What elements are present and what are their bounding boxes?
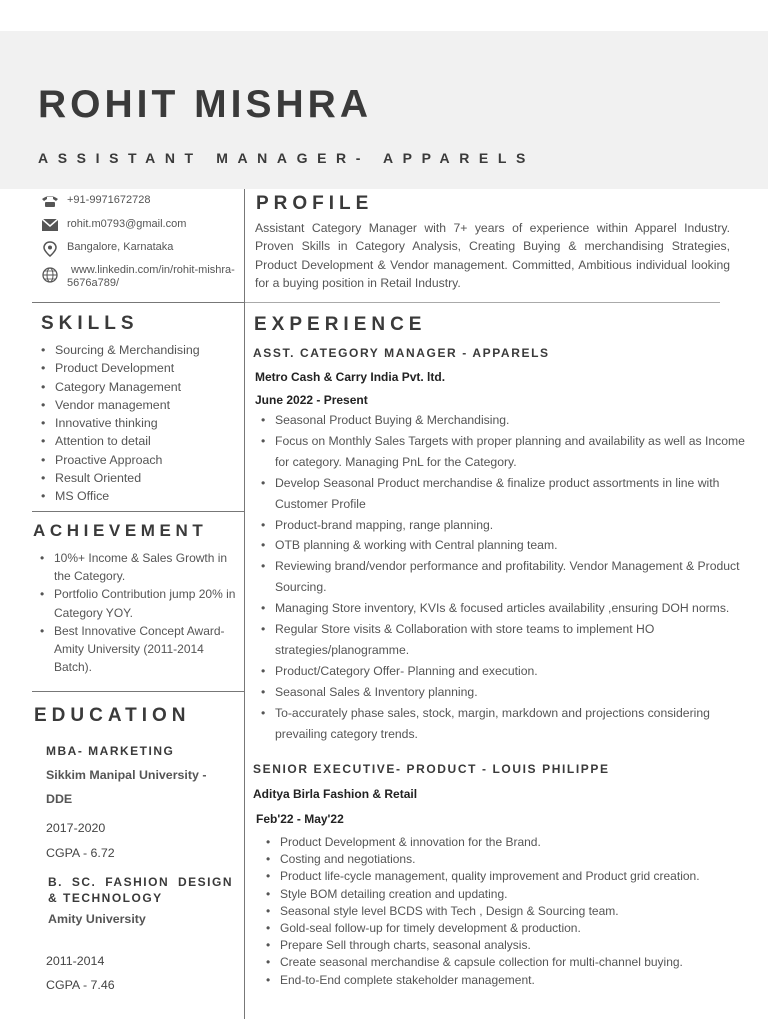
job-dates: June 2022 - Present xyxy=(255,393,368,407)
job-bullet: • Product/Category Offer- Planning and execution. xyxy=(275,661,755,682)
globe-icon xyxy=(40,267,60,281)
achievement-item: • Portfolio Contribution jump 20% in Category YOY. xyxy=(54,585,239,621)
skill-item: • Product Development xyxy=(55,359,240,377)
skill-item: • Result Oriented xyxy=(55,469,240,487)
education-degree: B. SC. FASHION DESIGN & TECHNOLOGY xyxy=(48,875,233,905)
skill-item: • Innovative thinking xyxy=(55,414,240,432)
job-bullet: • Product Development & innovation for the Brand. xyxy=(280,834,730,851)
candidate-title: ASSISTANT MANAGER- APPARELS xyxy=(38,150,535,166)
divider-profile xyxy=(245,302,720,303)
education-heading: EDUCATION xyxy=(34,705,191,726)
skill-item: • Category Management xyxy=(55,378,240,396)
skill-item: • Vendor management xyxy=(55,396,240,414)
achievement-item: • Best Innovative Concept Award-Amity University (2011-2014 Batch). xyxy=(54,622,239,677)
job-bullet: • Develop Seasonal Product merchandise & finalize product assortments in line with Customer Profile xyxy=(275,473,755,515)
skill-item: • Proactive Approach xyxy=(55,451,240,469)
job-bullet: • Reviewing brand/vendor performance and profitability. Vendor Management & Product Sourcing. xyxy=(275,556,755,598)
linkedin-text[interactable]: www.linkedin.com/in/rohit-mishra-5676a789/ xyxy=(67,264,235,289)
achievement-heading: ACHIEVEMENT xyxy=(33,521,208,540)
job-bullet: • End-to-End complete stakeholder management. xyxy=(280,972,730,989)
job-bullet: • Managing Store inventory, KVIs & focused articles availability ,ensuring DOH norms. xyxy=(275,598,755,619)
job-dates: Feb'22 - May'22 xyxy=(256,812,344,826)
job-bullet: • Prepare Sell through charts, seasonal analysis. xyxy=(280,937,730,954)
experience-heading: EXPERIENCE xyxy=(254,314,427,335)
envelope-icon xyxy=(40,218,60,232)
candidate-name: ROHIT MISHRA xyxy=(38,83,372,126)
job-bullet: • Regular Store visits & Collaboration with store teams to implement HO strategies/planogramme. xyxy=(275,619,755,661)
skill-item: • Sourcing & Merchandising xyxy=(55,341,240,359)
phone-icon xyxy=(40,194,60,208)
skills-heading: SKILLS xyxy=(41,313,139,334)
job-title: ASST. CATEGORY MANAGER - APPARELS xyxy=(253,346,550,360)
job-bullet: • Style BOM detailing creation and updating. xyxy=(280,886,730,903)
skills-list xyxy=(55,341,240,506)
divider-skills xyxy=(32,511,244,512)
skill-item: • Attention to detail xyxy=(55,432,240,450)
column-divider xyxy=(244,189,245,1019)
achievement-item: • 10%+ Income & Sales Growth in the Category. xyxy=(54,549,239,585)
job-company: Aditya Birla Fashion & Retail xyxy=(253,787,418,801)
job-bullet: • Seasonal style level BCDS with Tech , Design & Sourcing team. xyxy=(280,903,730,920)
job-bullet: • Seasonal Sales & Inventory planning. xyxy=(275,682,755,703)
job-bullet: • Product life-cycle management, quality improvement and Product grid creation. xyxy=(280,868,730,885)
job-bullet: • To-accurately phase sales, stock, margin, markdown and projections considering prevailing category trends. xyxy=(275,703,755,745)
achievement-list xyxy=(54,549,239,676)
education-years: 2017-2020 xyxy=(46,821,106,835)
job-bullet: • Seasonal Product Buying & Merchandising. xyxy=(275,410,755,431)
education-years: 2011-2014 xyxy=(46,954,105,968)
job-bullet: • Focus on Monthly Sales Targets with proper planning and availability as well as Income for category. Managing PnL for the Category. xyxy=(275,431,755,473)
education-score: CGPA - 7.46 xyxy=(46,978,115,992)
job-bullet: • Product-brand mapping, range planning. xyxy=(275,515,755,536)
job-company: Metro Cash & Carry India Pvt. ltd. xyxy=(255,370,446,384)
email-text[interactable]: rohit.m0793@gmail.com xyxy=(67,218,187,230)
job-bullet: • Create seasonal merchandise & capsule collection for multi-channel buying. xyxy=(280,954,730,971)
education-school: Amity University xyxy=(48,912,146,926)
skill-item: • MS Office xyxy=(55,487,240,505)
education-score: CGPA - 6.72 xyxy=(46,846,115,860)
education-degree: MBA- MARKETING xyxy=(46,744,175,758)
location-pin-icon xyxy=(40,241,60,255)
job-title: SENIOR EXECUTIVE- PRODUCT - LOUIS PHILIPPE xyxy=(253,762,610,776)
education-school: Sikkim Manipal University - DDE xyxy=(46,768,207,806)
phone-text: +91-9971672728 xyxy=(67,194,151,206)
job-bullet: • OTB planning & working with Central planning team. xyxy=(275,535,755,556)
profile-text: Assistant Category Manager with 7+ years of experience within Apparel Industry. Proven Skills in Category Analysis, Creating Buying & merchandising Strategies, Product Development & Vendor management. Committed, Ambitious individual looking for a buying position in Retail Industry. xyxy=(255,221,730,291)
divider-achievement xyxy=(32,691,244,692)
job-bullets xyxy=(280,834,730,989)
job-bullet: • Gold-seal follow-up for timely development & production. xyxy=(280,920,730,937)
job-bullet: • Costing and negotiations. xyxy=(280,851,730,868)
job-bullets xyxy=(275,410,755,745)
divider-contact xyxy=(32,302,244,303)
location-text: Bangalore, Karnataka xyxy=(67,241,174,253)
profile-heading: PROFILE xyxy=(256,193,374,214)
